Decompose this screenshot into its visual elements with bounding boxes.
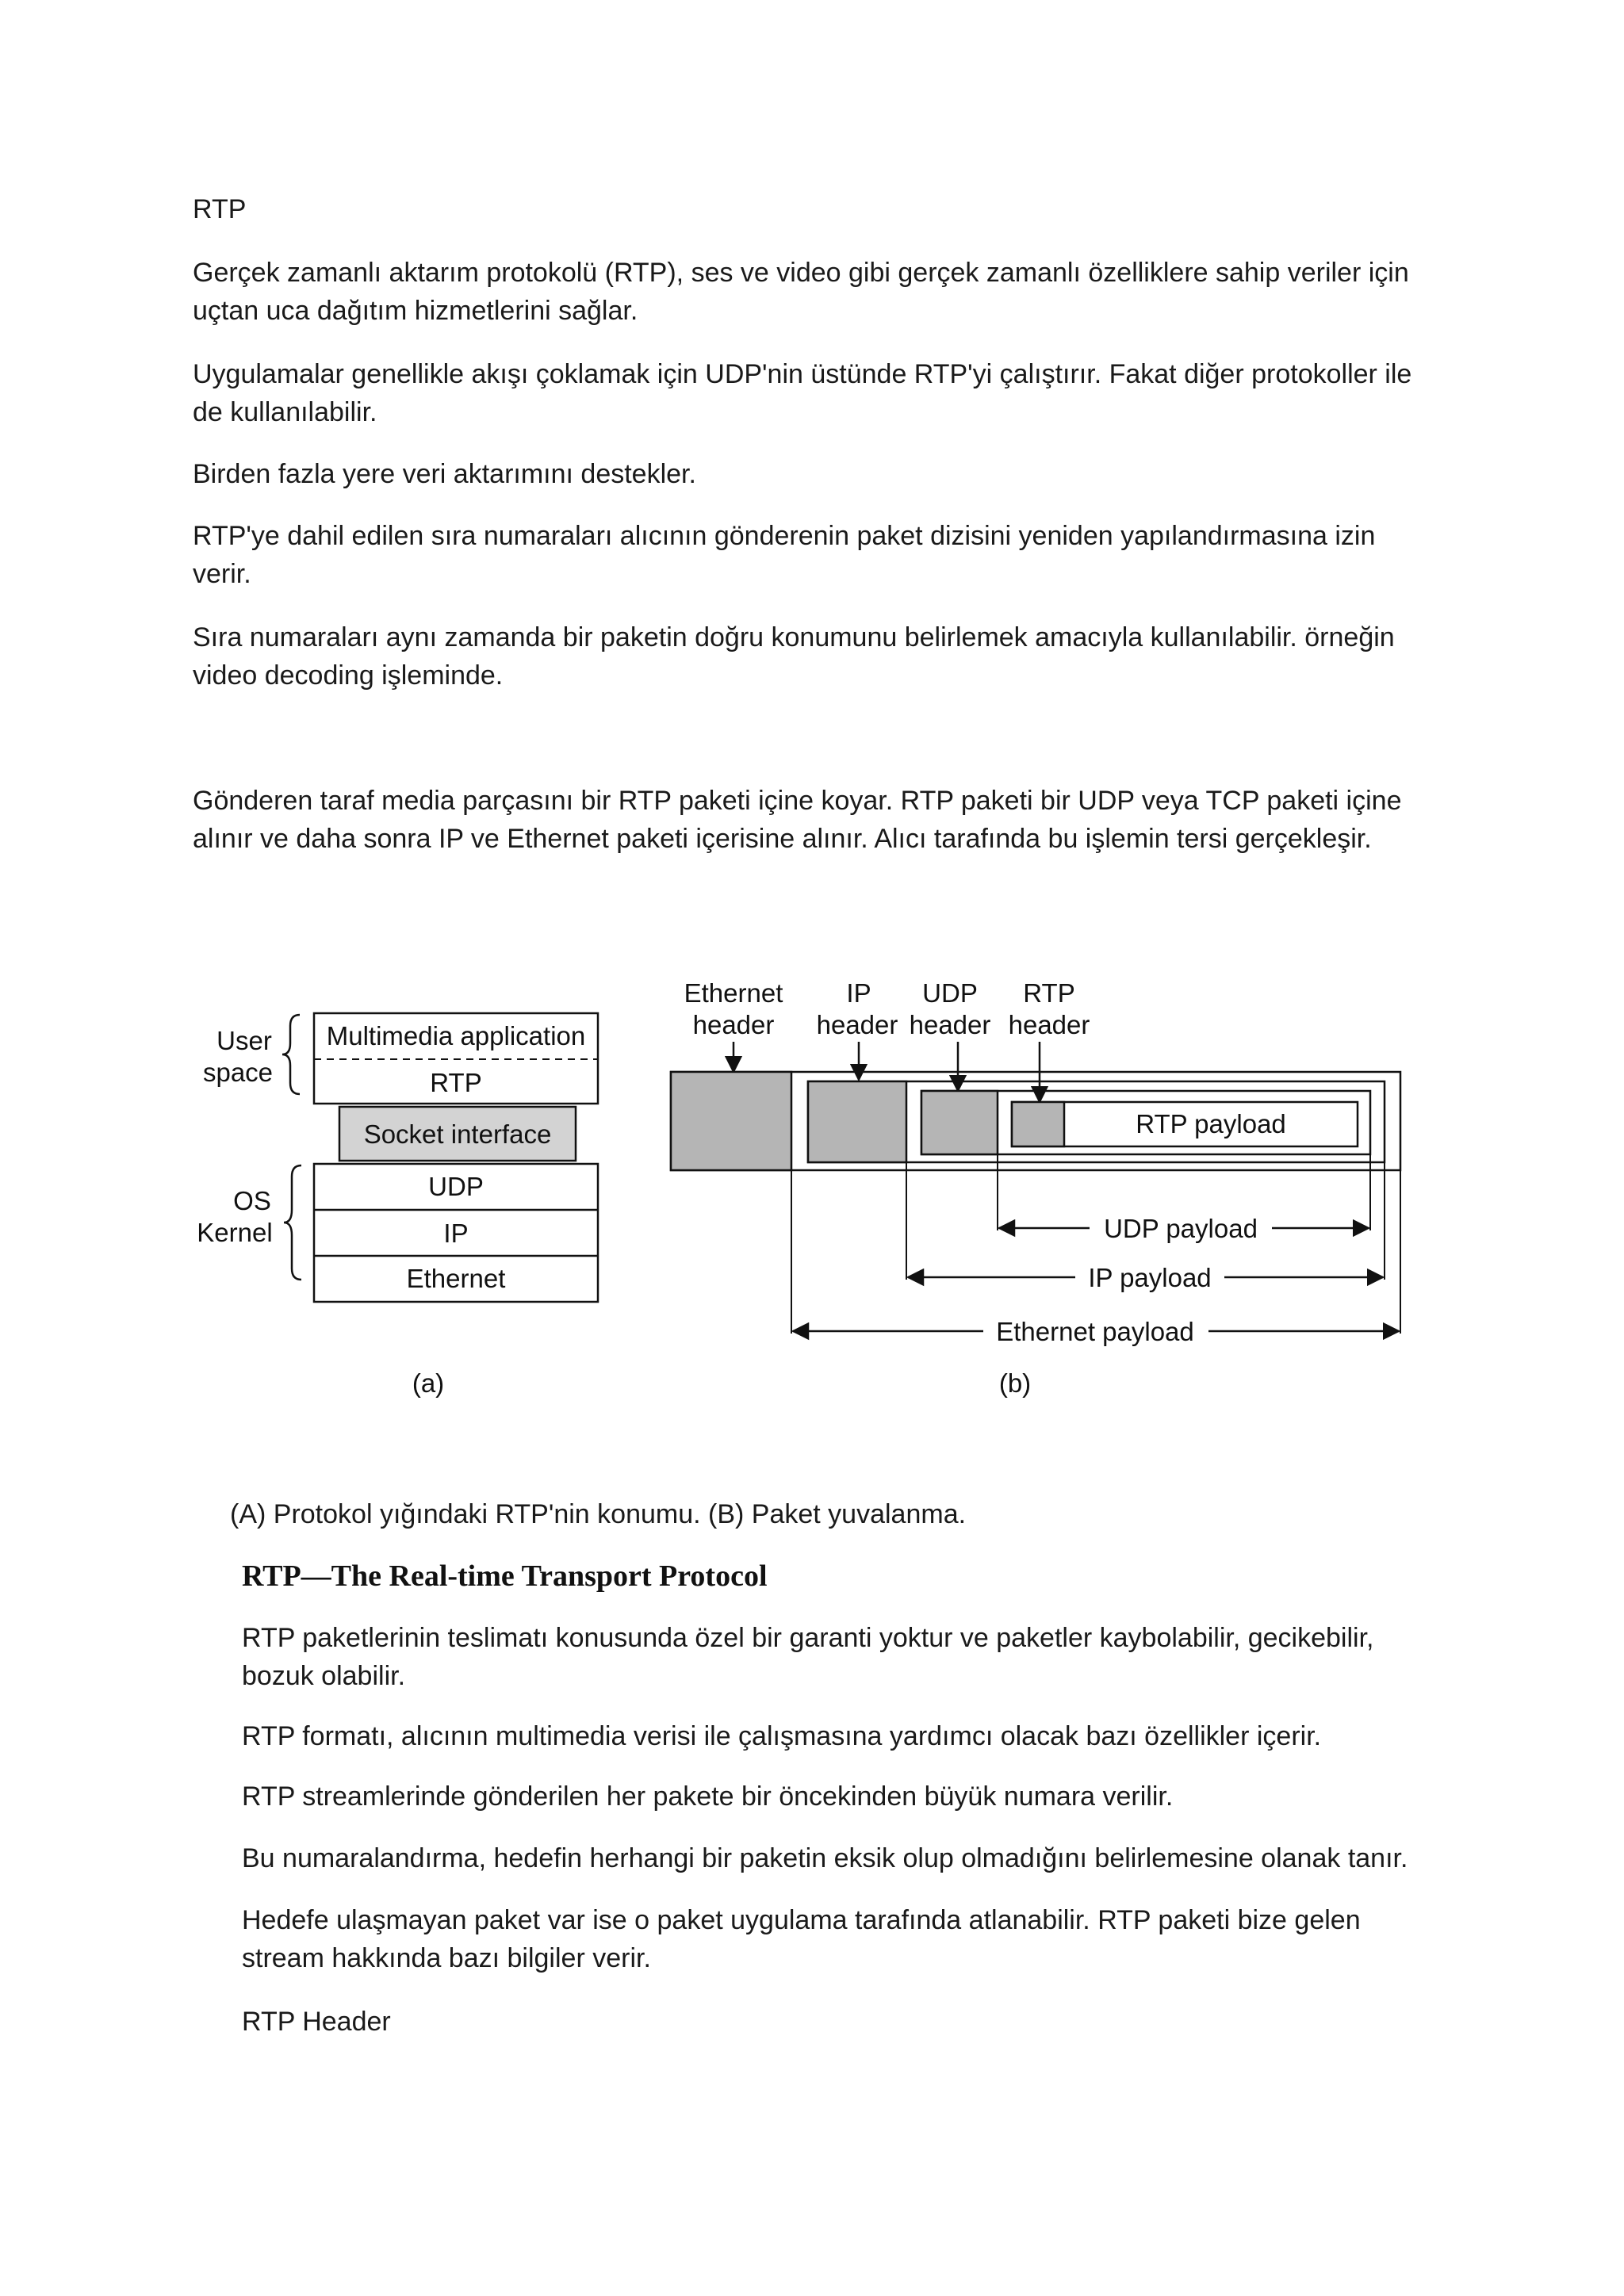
rtp-header-heading: RTP Header [242, 2007, 391, 2037]
layer-ethernet: Ethernet [406, 1264, 506, 1293]
user-space-label-line1: User [216, 1026, 272, 1055]
user-space-label-line2: space [202, 1058, 274, 1087]
paragraph-multicast: Birden fazla yere veri aktarımını destekler. [193, 459, 696, 489]
layer-udp: UDP [428, 1172, 484, 1201]
os-kernel-brace [284, 1165, 301, 1280]
udp-header-label-line1: UDP [922, 978, 978, 1008]
layer-multimedia-application: Multimedia application [326, 1021, 586, 1050]
paragraph-rtp-definition: Gerçek zamanlı aktarım protokolü (RTP), ses ve video gibi gerçek zamanlı özelliklere sahip veriler için uçtan uca dağıtım hizmetlerini sağlar. [193, 258, 1409, 326]
ip-payload-label: IP payload [1088, 1263, 1212, 1292]
subtitle: RTP—The Real-time Transport Protocol [242, 1559, 768, 1593]
paragraph-encapsulation: Gönderen taraf media parçasını bir RTP paketi içine koyar. RTP paketi bir UDP veya TCP paketi içine alınır ve daha sonra IP ve Ethernet paketi içerisine alınır. Alıcı tarafında bu işlemin tersi gerçekleşir. [193, 786, 1402, 854]
paragraph-stream-numbering: RTP streamlerinde gönderilen her pakete bir öncekinden büyük numara verilir. [242, 1781, 1174, 1812]
rtp-header-label-line2: header [1008, 1010, 1090, 1039]
user-space-brace [282, 1015, 300, 1094]
paragraph-format-features: RTP formatı, alıcının multimedia verisi ile çalışmasına yardımcı olacak bazı özellikler içerir. [242, 1721, 1322, 1751]
layer-ip: IP [443, 1219, 469, 1248]
ip-header-label-line2: header [816, 1010, 898, 1039]
udp-payload-label: UDP payload [1104, 1214, 1258, 1243]
paragraph-skip-lost-packet: Hedefe ulaşmayan paket var ise o paket uygulama tarafında atlanabilir. RTP paketi bize gelen stream hakkında bazı bilgiler verir. [242, 1905, 1361, 1973]
paragraph-udp-usage: Uygulamalar genellikle akışı çoklamak için UDP'nin üstünde RTP'yi çalıştırır. Fakat diğer protokoller ile de kullanılabilir. [193, 359, 1412, 427]
udp-header-shaded [921, 1091, 998, 1154]
layer-socket-interface: Socket interface [363, 1119, 552, 1149]
os-label-line1: OS [233, 1186, 271, 1215]
paragraph-sequence-usage: Sıra numaraları aynı zamanda bir paketin doğru konumunu belirlemek amacıyla kullanılabilir. örneğin video decoding işleminde. [193, 622, 1395, 691]
ethernet-header-shaded [671, 1072, 791, 1170]
ethernet-header-label-line1: Ethernet [684, 978, 783, 1008]
ethernet-header-label-line2: header [692, 1010, 775, 1039]
section-title: RTP [193, 194, 247, 224]
figure-a-caption: (a) [412, 1368, 445, 1398]
os-label-line2: Kernel [197, 1218, 273, 1247]
rtp-header-shaded [1012, 1102, 1064, 1146]
protocol-figure [0, 936, 1624, 1427]
paragraph-sequence-numbers: RTP'ye dahil edilen sıra numaraları alıcının gönderenin paket dizisini yeniden yapılandırmasına izin verir. [193, 521, 1376, 589]
rtp-payload-label: RTP payload [1136, 1109, 1286, 1138]
udp-header-label-line2: header [909, 1010, 991, 1039]
figure-a-protocol-stack [197, 1013, 598, 1398]
rtp-header-label-line1: RTP [1023, 978, 1075, 1008]
layer-rtp: RTP [430, 1068, 482, 1097]
figure-b-caption: (b) [998, 1368, 1032, 1398]
paragraph-missing-detection: Bu numaralandırma, hedefin herhangi bir paketin eksik olup olmadığını belirlemesine olanak tanır. [242, 1843, 1408, 1873]
figure-b-packet-nesting [671, 978, 1400, 1398]
figure-caption: (A) Protokol yığındaki RTP'nin konumu. (B) Paket yuvalanma. [230, 1499, 967, 1529]
paragraph-no-guarantee: RTP paketlerinin teslimatı konusunda özel bir garanti yoktur ve paketler kaybolabilir, gecikebilir, bozuk olabilir. [242, 1623, 1374, 1691]
ethernet-payload-label: Ethernet payload [996, 1317, 1194, 1346]
ip-header-label-line1: IP [846, 978, 871, 1008]
ip-header-shaded [808, 1081, 906, 1162]
